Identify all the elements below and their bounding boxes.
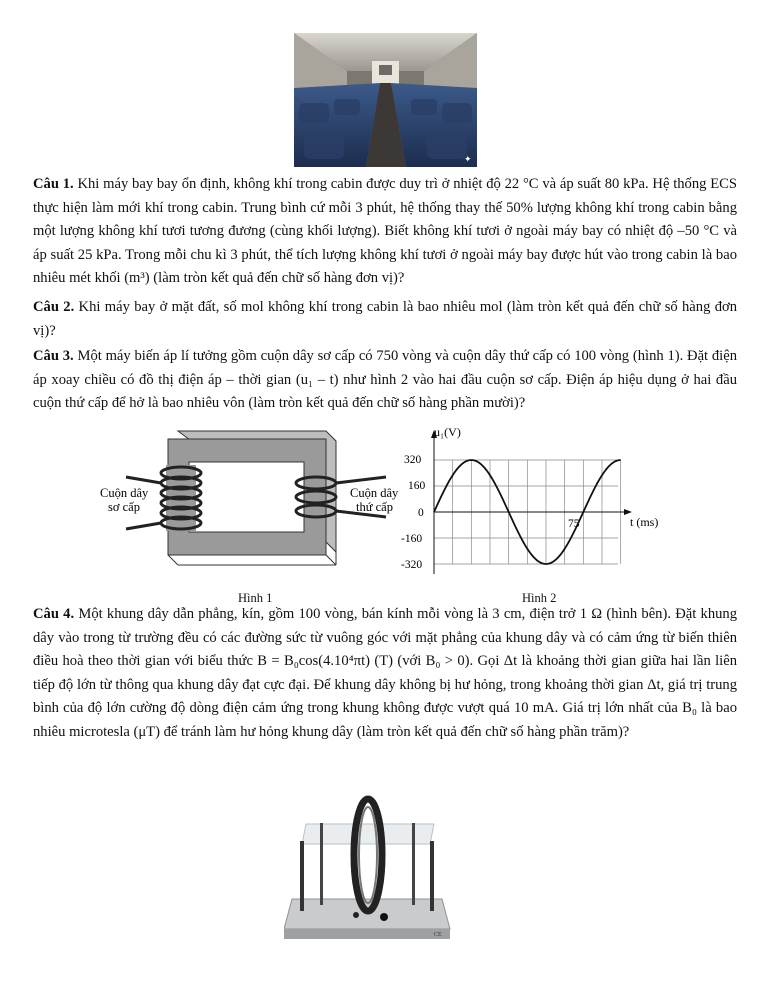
question-4-label: Câu 4. bbox=[33, 606, 75, 622]
question-1 bbox=[33, 173, 737, 291]
question-2 bbox=[33, 296, 737, 343]
svg-text:✦: ✦ bbox=[464, 154, 472, 164]
svg-text:CE: CE bbox=[434, 932, 442, 938]
secondary-coil-label-1: Cuộn dây bbox=[350, 486, 399, 500]
question-4-text: Một khung dây dẫn phẳng, kín, gồm 100 vòng, bán kính mỗi vòng là 3 cm, điện trở 1 Ω (hình bên). Đặt khung dây vào trong từ trường đều có các đường sức từ vuông góc với mặt phẳng của khung dây và có cảm ứng từ biến thiên điều hoà theo thời gian với biểu thức B = B₀cos(4.10⁴πt) (T) (với B₀ > 0). Gọi Δt là khoảng thời gian giữa hai lần liên tiếp độ lớn từ thông qua khung dây đạt cực đại. Để khung dây không bị hư hỏng, trong khoảng thời gian Δt, giá trị trung bình của độ lớn cường độ dòng điện cảm ứng trong khung không được vượt quá 10 mA. Giá trị lớn nhất của B₀ là bao nhiêu microtesla (μT) để tránh làm hư hỏng khung dây (làm tròn kết quả đến chữ số hàng phần trăm)? bbox=[33, 606, 738, 740]
y-tick-label: 160 bbox=[408, 480, 426, 492]
figure-1-caption: Hình 1 bbox=[238, 591, 273, 605]
secondary-coil-label-2: thứ cấp bbox=[356, 500, 393, 514]
y-tick-label: 0 bbox=[418, 507, 424, 519]
primary-coil-label-1: Cuộn dây bbox=[100, 486, 149, 500]
question-1-text: Khi máy bay bay ổn định, không khí trong cabin được duy trì ở nhiệt độ 22 °C và áp suất 80 kPa. Hệ thống ECS thực hiện làm mới khí trong cabin. Trung bình cứ mỗi 3 phút, hệ thống thay thế 50% lượng không khí trong cabin bằng một lượng không khí tươi tương đương (cùng khối lượng). Biết không khí tươi ở ngoài máy bay có nhiệt độ –50 °C và áp suất 25 kPa. Trong mỗi chu kì 3 phút, thể tích lượng không khí tươi ở ngoài máy bay được hút vào trong cabin là bao nhiêu mét khối (m³) (làm tròn kết quả đến chữ số hàng đơn vị)? bbox=[33, 176, 737, 286]
question-1-label: Câu 1. bbox=[33, 176, 74, 192]
airplane-cabin-photo bbox=[294, 33, 477, 167]
transformer-figure bbox=[86, 427, 416, 582]
coil-apparatus-photo bbox=[284, 789, 452, 949]
x-axis-label: t (ms) bbox=[630, 515, 659, 529]
question-2-label: Câu 2. bbox=[33, 299, 75, 315]
question-3-label: Câu 3. bbox=[33, 348, 74, 364]
x-tick-label: 75 bbox=[568, 518, 580, 530]
question-3-text: Một máy biến áp lí tưởng gồm cuộn dây sơ cấp có 750 vòng và cuộn dây thứ cấp có 100 vòng (hình 1). Đặt điện áp xoay chiều có đồ thị điện áp – thời gian (u₁ – t) như hình 2 vào hai đầu cuộn sơ cấp. Điện áp hiệu dụng ở hai đầu cuộn thứ cấp để hở là bao nhiêu vôn (làm tròn kết quả đến chữ số hàng phần mười)? bbox=[33, 348, 738, 411]
question-3 bbox=[33, 345, 737, 416]
question-2-text: Khi máy bay ở mặt đất, số mol không khí trong cabin là bao nhiêu mol (làm tròn kết quả đến chữ số hàng đơn vị)? bbox=[33, 299, 738, 339]
figure-2-caption: Hình 2 bbox=[522, 591, 557, 605]
y-tick-label: -160 bbox=[401, 533, 423, 545]
y-tick-label: 320 bbox=[404, 454, 422, 466]
voltage-time-graph bbox=[396, 424, 696, 584]
primary-coil-label-2: sơ cấp bbox=[108, 500, 140, 514]
question-4 bbox=[33, 603, 737, 744]
y-axis-label: u₁(V) bbox=[434, 425, 461, 439]
y-tick-label: -320 bbox=[401, 559, 423, 571]
